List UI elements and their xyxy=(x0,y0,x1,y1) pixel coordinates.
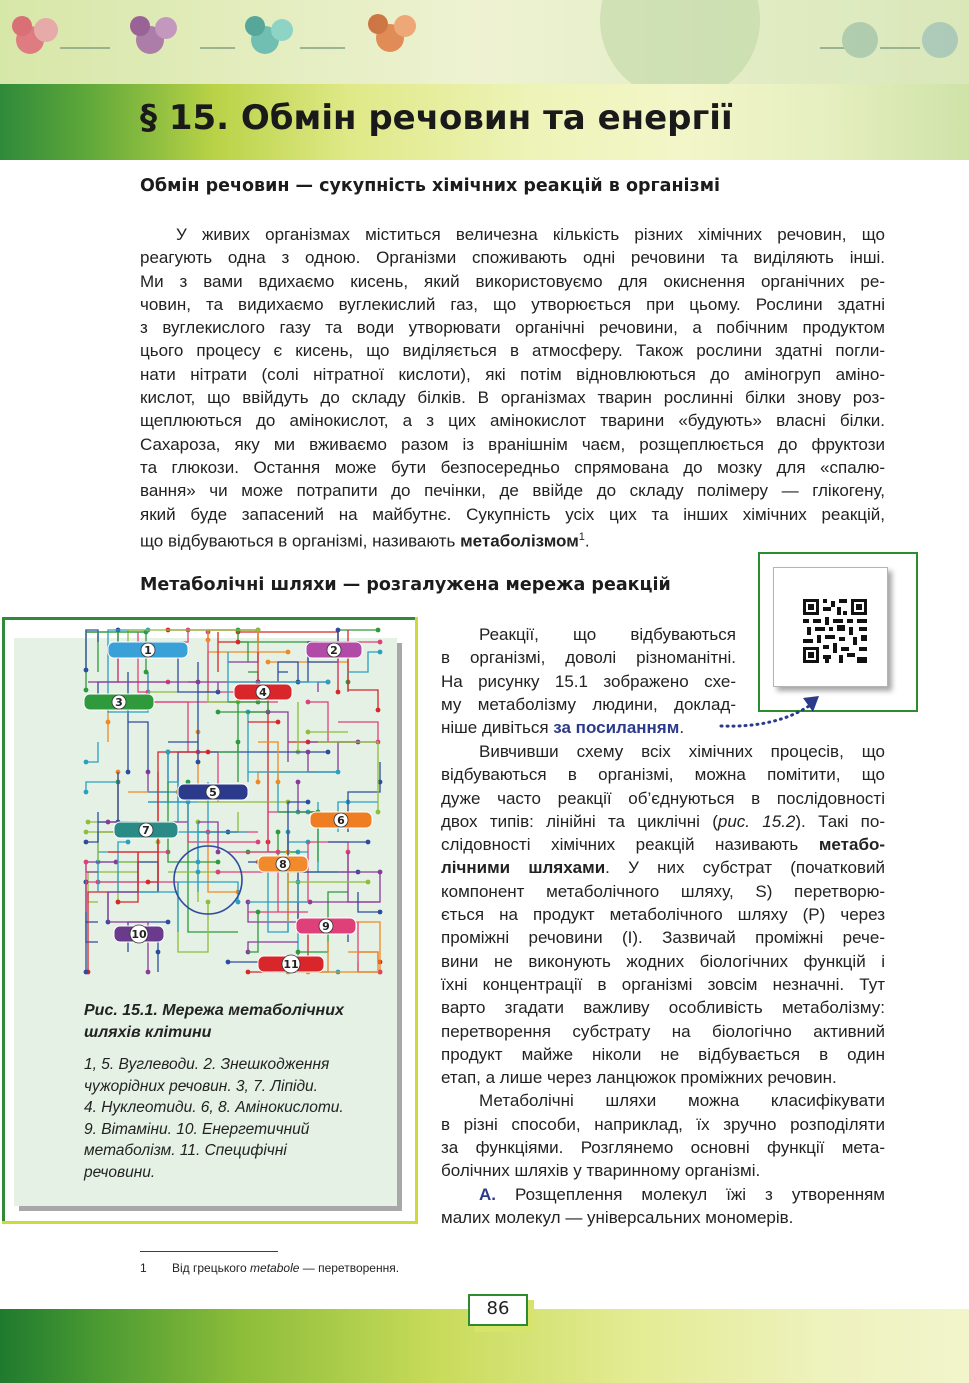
text-segment: . xyxy=(679,718,685,738)
text-line: вання» чи може потрапити до печінки, де ввійде до складу полімеру — глікогену, xyxy=(140,481,885,501)
metabolite-node xyxy=(276,850,281,855)
text-line: вини не виконують жодних біологічних функцій і xyxy=(441,951,885,971)
text-segment: Розщеплення молекул їжі з утворенням xyxy=(496,1184,885,1204)
pathway-line xyxy=(208,832,258,842)
footnote-rule xyxy=(140,1251,278,1252)
text-line xyxy=(441,856,885,879)
pathway-label-text: 3 xyxy=(115,696,123,709)
text-line: нати нітрати (солі нітратної кислоти), які потім відновлюються до аміногруп аміно- xyxy=(140,364,885,384)
metabolite-node xyxy=(126,770,131,775)
figure-frame-left xyxy=(2,617,5,1223)
pathway-label-10 xyxy=(114,925,164,943)
section-heading-metabolism: Обмін речовин — сукупність хімічних реакцій в організмі xyxy=(140,176,721,196)
pathway-line xyxy=(86,812,98,842)
text-line: ється на продукт метаболічного шляху (P) через xyxy=(441,905,885,925)
metabolite-node xyxy=(256,910,261,915)
text-line: На рисунку 15.1 зображено схе- xyxy=(441,671,736,691)
text-line xyxy=(441,810,885,833)
metabolite-node xyxy=(378,870,383,875)
metabolite-node xyxy=(196,860,201,865)
metabolite-node xyxy=(336,690,341,695)
text-line-last xyxy=(140,526,885,553)
figure-ref: рис. 15.2 xyxy=(717,811,796,831)
metabolite-node xyxy=(378,910,383,915)
text-line: за функціями. Розглянемо основні функції мета- xyxy=(441,1138,885,1158)
pathway-label-text: 8 xyxy=(279,858,287,871)
caption-line: Рис. 15.1. Мережа метаболічних xyxy=(84,1002,344,1019)
metabolite-node xyxy=(216,710,221,715)
text-line: проміжні речовини (I). Зазвичай проміжні рече- xyxy=(441,928,885,948)
legend-line: речовини. xyxy=(84,1163,156,1181)
pathway-label-1 xyxy=(108,642,188,658)
text-line: кислот, що ввійдуть до складу білків. В організмах тварин рослинні білки знову роз- xyxy=(140,388,885,408)
pathway-label-text: 10 xyxy=(131,928,147,941)
text-line: Реакції, що відбуваються xyxy=(479,625,736,644)
section-heading-pathways: Метаболічні шляхи — розгалужена мережа реакцій xyxy=(140,575,671,595)
pathway-line xyxy=(340,852,380,902)
text-line-last: малих молекул — універсальних мономерів. xyxy=(441,1207,794,1227)
metabolite-node xyxy=(146,970,151,975)
pathway-line xyxy=(88,892,108,972)
text-line: реагують одна з одною. Організми споживають одні речовини та виділяють інші. xyxy=(140,248,885,268)
metabolite-node xyxy=(216,870,221,875)
text-line: відбуваються в організмі, можна помітити, що xyxy=(441,765,885,785)
pathway-line xyxy=(258,772,318,782)
metabolite-node xyxy=(84,790,89,795)
qr-code-card[interactable] xyxy=(773,567,888,687)
metabolite-node xyxy=(376,810,381,815)
metabolite-node xyxy=(306,750,311,755)
text-line: перетворення субстрату на біологічно активний xyxy=(441,1021,885,1041)
pathway-line xyxy=(228,630,258,662)
metabolite-node xyxy=(326,680,331,685)
pathway-label-6 xyxy=(310,812,372,828)
text-segment: ). Такі по- xyxy=(795,811,885,831)
metabolite-node xyxy=(226,960,231,965)
legend-line: метаболізм. 11. Специфічні xyxy=(84,1142,287,1159)
metabolite-node xyxy=(206,638,211,643)
pathway-line xyxy=(118,842,178,892)
pathway-line xyxy=(188,782,238,932)
caption-line: шляхів клітини xyxy=(84,1024,212,1041)
text-line: компонент метаболічного шляху, S) перетворю- xyxy=(441,881,885,901)
pathway-label-text: 9 xyxy=(322,920,330,933)
metabolite-node xyxy=(266,660,271,665)
text-line: Ми з вами вдихаємо кисень, який використовуємо для окиснення органічних ре- xyxy=(140,271,885,291)
text-line: Вивчивши схему всіх хімічних процесів, що xyxy=(479,742,885,761)
text-line: Сахароза, яку ми вживаємо разом із вранішнім чаєм, розщеплюється до фруктози xyxy=(140,434,885,454)
metabolite-node xyxy=(256,840,261,845)
pathway-line xyxy=(148,752,178,822)
text-line: в організмі, доволі різноманітні. xyxy=(441,648,736,668)
metabolite-node xyxy=(166,920,171,925)
pathway-line xyxy=(86,862,116,872)
pathway-line xyxy=(208,652,238,702)
legend-line: чужорідних речовин. 3, 7. Ліпіди. xyxy=(84,1077,318,1095)
metabolite-node xyxy=(216,850,221,855)
metabolite-node xyxy=(146,880,151,885)
footnote-ref[interactable]: 1 xyxy=(578,530,585,543)
figure-legend xyxy=(84,1054,389,1183)
text-segment: . xyxy=(584,531,590,551)
page-title: § 15. Обмін речовин та енергії xyxy=(140,98,733,138)
metabolite-node xyxy=(166,750,171,755)
figure-frame-right xyxy=(415,617,418,1224)
metabolite-node xyxy=(86,820,91,825)
text-line: дуже часто реакції об’єднуються в послідовності xyxy=(441,788,885,808)
pathway-label-text: 11 xyxy=(283,958,299,971)
metabolite-node xyxy=(246,970,251,975)
metabolite-node xyxy=(216,860,221,865)
metabolite-node xyxy=(376,708,381,713)
text-line: який буде запасений на майбутнє. Сукупність усіх цих та інших хімічних реакцій, xyxy=(140,504,885,524)
text-segment: — перетворення. xyxy=(299,1261,400,1275)
pathway-line xyxy=(358,962,380,972)
text-line: продукт майже ніколи не відбувається в один xyxy=(441,1044,885,1064)
text-segment: що відбуваються в організмі, називають xyxy=(140,531,461,551)
pathway-line xyxy=(308,702,328,742)
text-segment: слідовності хімічних реакцій називають xyxy=(441,835,819,855)
pathway-label-text: 7 xyxy=(142,824,150,837)
text-line-last: етап, а лише через ланцюжок проміжних речовин. xyxy=(441,1068,837,1088)
metabolite-node xyxy=(306,730,311,735)
pathway-line xyxy=(208,630,258,652)
metabolite-node xyxy=(336,628,341,633)
pathway-line xyxy=(358,922,380,972)
pathway-label-3 xyxy=(84,694,154,710)
pathway-label-8 xyxy=(258,856,308,872)
metabolite-node xyxy=(276,720,281,725)
paragraph-metabolism xyxy=(140,223,885,553)
metabolite-node xyxy=(206,900,211,905)
metabolite-node xyxy=(236,740,241,745)
metabolite-node xyxy=(84,970,89,975)
term-metabolism: метаболізмом xyxy=(460,531,579,551)
metabolite-node xyxy=(326,750,331,755)
metabolite-node xyxy=(106,820,111,825)
legend-line: 1, 5. Вуглеводи. 2. Знешкодження xyxy=(84,1056,330,1073)
metabolite-node xyxy=(366,840,371,845)
metabolite-node xyxy=(196,760,201,765)
pathway-label-7 xyxy=(114,822,178,838)
pathway-line xyxy=(178,882,208,952)
pathway-line xyxy=(168,662,198,762)
pathway-line xyxy=(248,912,258,952)
pathway-line xyxy=(308,742,378,772)
text-line: цього процесу є кисень, що виділяється в атмосферу. Також рослини здатні погли- xyxy=(140,341,885,361)
pathway-line xyxy=(98,772,138,822)
paragraph-pathways xyxy=(441,740,885,1229)
text-segment: . У них субстрат (початковий xyxy=(605,858,885,878)
metabolite-node xyxy=(116,900,121,905)
metabolite-node xyxy=(336,770,341,775)
pathway-label-2 xyxy=(306,642,362,658)
text-line xyxy=(441,1183,885,1206)
qr-code-icon[interactable] xyxy=(774,568,887,686)
term-pathways: метабо- xyxy=(818,835,885,855)
pathway-label-9 xyxy=(296,918,356,934)
text-segment: Від грецького xyxy=(172,1261,251,1275)
metabolite-node xyxy=(236,640,241,645)
pathway-label-5 xyxy=(178,784,248,800)
header-decoration xyxy=(0,0,969,90)
text-line: му метаболізму людини, доклад- xyxy=(441,694,736,714)
page-number: 86 xyxy=(486,1298,510,1319)
footnote-number: 1 xyxy=(140,1261,147,1275)
figure-frame-bottom xyxy=(2,1221,418,1224)
pathway-label-text: 4 xyxy=(259,686,267,699)
pathway-line xyxy=(358,952,380,962)
pathway-line xyxy=(88,872,138,902)
pathway-label-text: 2 xyxy=(330,644,338,657)
metabolite-node xyxy=(378,650,383,655)
paragraph-intro xyxy=(441,623,736,739)
text-line: щеплюються до амінокислот, а з цих амінокислот тварини «будують» власні білки. xyxy=(140,411,885,431)
pathway-line xyxy=(238,630,248,662)
pathway-label-text: 1 xyxy=(144,644,152,657)
metabolite-node xyxy=(84,668,89,673)
text-line: варто згадати важливу особливість метаболізму: xyxy=(441,998,885,1018)
pathway-line xyxy=(218,702,268,752)
metabolite-node xyxy=(144,670,149,675)
metabolite-node xyxy=(366,880,371,885)
pathway-line xyxy=(86,630,98,690)
text-line: човин, та видихаємо вуглекислий газ, що утворюється при цьому. Рослини здатні xyxy=(140,294,885,314)
metabolite-node xyxy=(296,780,301,785)
metabolite-node xyxy=(196,680,201,685)
text-segment: ніше дивіться xyxy=(441,718,554,738)
pathway-line xyxy=(278,662,298,682)
metabolite-node xyxy=(306,800,311,805)
pathway-line xyxy=(108,852,158,902)
metabolite-node xyxy=(378,640,383,645)
pathway-label-11 xyxy=(258,955,324,973)
text-line xyxy=(441,833,885,856)
text-line-last: болічних шляхів у тваринному організмі. xyxy=(441,1161,761,1181)
metabolite-node xyxy=(306,700,311,705)
pathway-line xyxy=(298,782,318,812)
metabolite-node xyxy=(276,780,281,785)
text-line: та глюкози. Остання може бути безпосередньо спрямована до мозку для «спалю- xyxy=(140,457,885,477)
pathway-line xyxy=(86,782,118,792)
legend-line: 9. Вітаміни. 10. Енергетичний xyxy=(84,1120,310,1138)
qr-link[interactable]: за посиланням xyxy=(553,718,680,738)
metabolite-node xyxy=(236,900,241,905)
term-pathways: лічними шляхами xyxy=(441,858,606,878)
text-line: У живих організмах міститься величезна кількість різних хімічних речовин, що xyxy=(176,225,885,244)
metabolite-node xyxy=(376,628,381,633)
pathway-line xyxy=(278,772,338,812)
metabolic-network-diagram xyxy=(78,620,388,980)
pathway-line xyxy=(86,630,98,670)
pathway-line xyxy=(228,802,318,852)
metabolite-node xyxy=(126,840,131,845)
pathway-line xyxy=(248,942,298,952)
metabolite-node xyxy=(296,950,301,955)
metabolite-node xyxy=(256,628,261,633)
text-line: їхні концентрації в організмі зовсім незначні. Тут xyxy=(441,974,885,994)
text-line: Метаболічні шляхи можна класифікувати xyxy=(479,1091,885,1111)
pathway-label-text: 6 xyxy=(337,814,345,827)
metabolite-node xyxy=(106,720,111,725)
text-line-last xyxy=(441,716,736,739)
metabolite-node xyxy=(84,860,89,865)
legend-line: 4. Нуклеотиди. 6, 8. Амінокислоти. xyxy=(84,1099,344,1116)
text-segment: двох типів: лінійні та циклічні ( xyxy=(441,811,718,831)
figure-caption xyxy=(84,1000,384,1044)
pathway-label-4 xyxy=(234,684,292,700)
metabolite-node xyxy=(206,750,211,755)
metabolite-node xyxy=(84,840,89,845)
metabolite-node xyxy=(84,688,89,693)
pathway-label-text: 5 xyxy=(209,786,217,799)
text-line: з вуглекислого газу та води утворювати органічні речовини, а побічним продуктом xyxy=(140,318,885,338)
pathway-line xyxy=(218,742,238,782)
list-marker: А. xyxy=(479,1184,496,1204)
footnote-text xyxy=(172,1261,399,1275)
metabolite-node xyxy=(156,950,161,955)
metabolite-node xyxy=(256,780,261,785)
metabolite-node xyxy=(286,650,291,655)
text-line: в різні способи, наприклад, їх зручно розподіляти xyxy=(441,1114,885,1134)
metabolite-node xyxy=(84,830,89,835)
metabolite-node xyxy=(84,760,89,765)
metabolite-node xyxy=(276,830,281,835)
pathway-line xyxy=(86,742,98,762)
metabolite-node xyxy=(196,870,201,875)
pathway-line xyxy=(148,702,188,752)
footnote-term: metabole xyxy=(250,1261,300,1275)
